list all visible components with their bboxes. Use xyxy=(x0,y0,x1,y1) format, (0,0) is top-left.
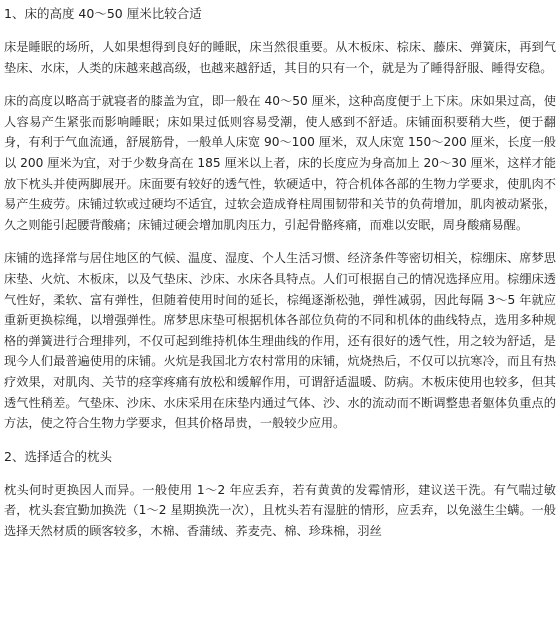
section-heading-pillow: 2、选择适合的枕头 xyxy=(4,448,112,464)
paragraph-pillow: 枕头何时更换因人而异。一般使用 1～2 年应丢弃，若有黄黄的发霉情形，建议送干洗。有气喘过敏者，枕头套宜勤加换洗（1～2 星期换洗一次），且枕头若有湿脏的情形，应丢弃，以免滋生尘螨。一般选择天然材质的顾客较多，木棉、香蒲绒、荞麦壳、棉、珍珠棉，羽丝 xyxy=(4,482,556,538)
paragraph-bed-size: 床的高度以略高于就寝者的膝盖为宜，即一般在 40～50 厘米，这种高度便于上下床。床如果过高，使人容易产生紧张而影响睡眠；床如果过低则容易受潮，使人感到不舒适。床铺面积要稍大些，便于翻身，有利于气血流通，舒展筋骨，一般单人床宽 90～100 厘米，双人床宽 150～200 厘米，长度一般以 200 厘米为宜，对于少数身高在 185 厘米以上者，床的长度应为身高加上 20～30 厘米，这样才能放下枕头并使两脚展开。床面要有较好的透气性，软硬适中，符合机体各部的生物力学要求，使肌肉不易产生疲劳。床铺过软或过硬均不适宜，过软会造成脊柱周围韧带和关节的负荷增加，肌肉被动紧张，久之则能引起腰背酸痛；床铺过硬会增加肌肉压力，引起骨骼疼痛，而难以安眠，周身酸痛易醒。 xyxy=(4,94,556,232)
paragraph-bed-intro: 床是睡眠的场所，人如果想得到良好的睡眠，床当然很重要。从木板床、棕床、藤床、弹簧床，再到气垫床、水床，人类的床越来越高级，也越来越舒适，其目的只有一个，就是为了睡得舒服、睡得安稳。 xyxy=(4,40,556,75)
paragraph-bed-types: 床铺的选择常与居住地区的气候、温度、湿度、个人生活习惯、经济条件等密切相关，棕绷床、席梦思床垫、火炕、木板床，以及气垫床、沙床、水床各具特点。人们可根据自己的情况选择应用。棕绷床透气性好，柔软、富有弹性，但随着使用时间的延长，棕绳逐渐松弛，弹性减弱，因此每隔 3～5 年就应重新更换棕绳，以增强弹性。席梦思床垫可根据机体各部位负荷的不同和机体的曲线特点，选用多种规格的弹簧进行合理排列，不仅可起到维持机体生理曲线的作用，还有很好的透气性，用之较为舒适，是现今人们最普遍使用的床铺。火炕是我国北方农村常用的床铺，炕烧热后，不仅可以抗寒冷，而且有热疗效果，对肌肉、关节的痉挛疼痛有放松和缓解作用，可谓舒适温暖、防病。木板床使用也较多，但其透气性稍差。气垫床、沙床、水床采用在床垫内通过气体、沙、水的流动而不断调整患者躯体负重点的方法，使之符合生物力学要求，但其价格昂贵，一般较少应用。 xyxy=(4,251,556,431)
section-heading-bed-height: 1、床的高度 40～50 厘米比较合适 xyxy=(4,6,202,21)
